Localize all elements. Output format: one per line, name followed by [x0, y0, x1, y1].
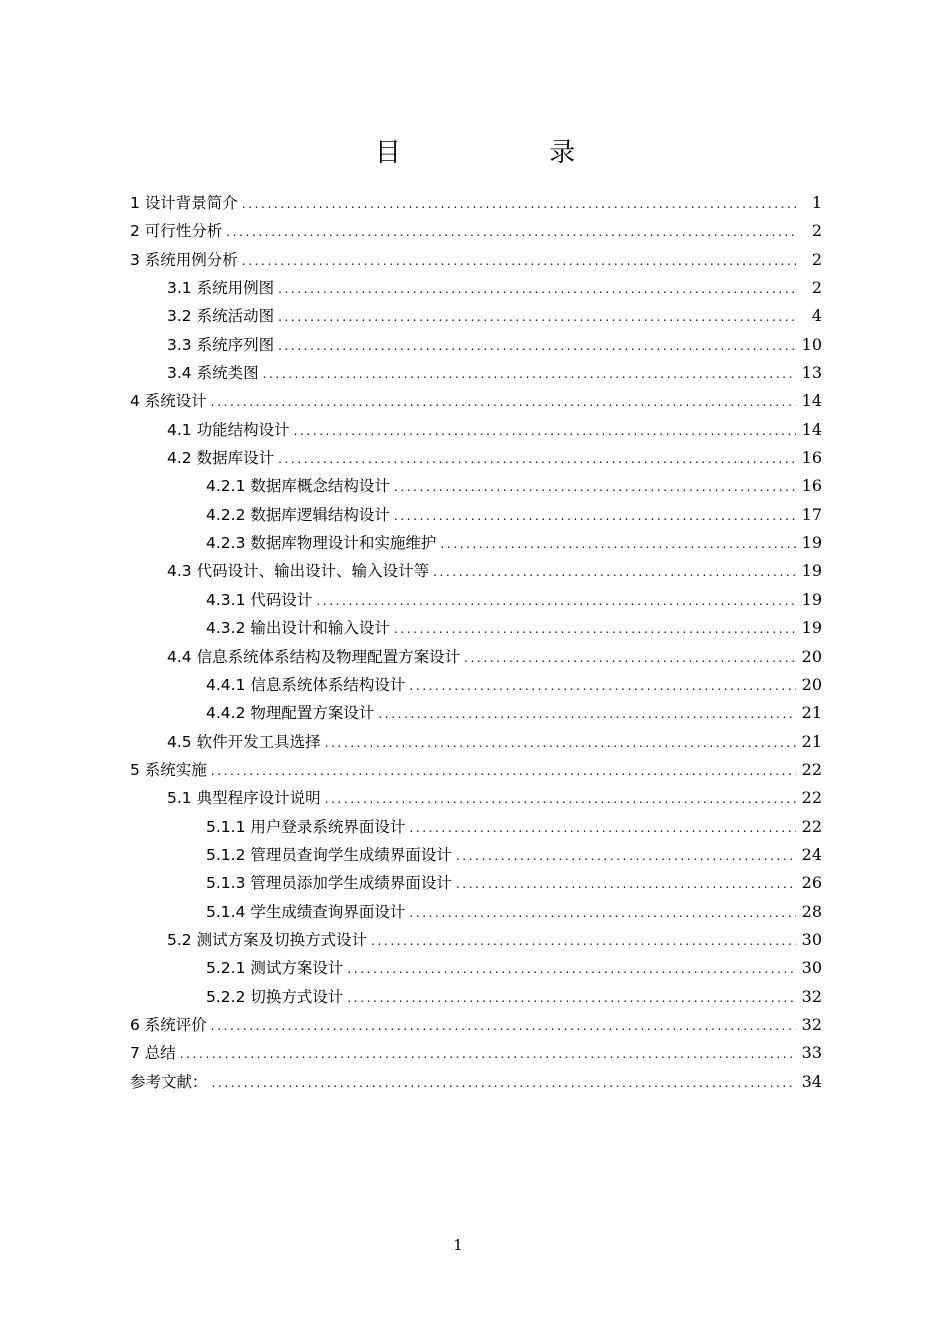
toc-entry-page: 32 [801, 986, 822, 1006]
page-number: 1 [453, 1236, 463, 1254]
toc-entry-page: 22 [801, 759, 822, 779]
toc-entry-label: 4.3.1 代码设计 [206, 590, 313, 609]
toc-entry[interactable] [130, 869, 822, 897]
toc-leader-dots [456, 842, 796, 870]
toc-entry-label: 5.2.1 测试方案设计 [206, 959, 344, 978]
toc-leader-dots [212, 1069, 796, 1097]
toc-leader-dots [378, 700, 795, 728]
toc-leader-dots [440, 530, 795, 558]
toc-entry-page: 21 [801, 703, 822, 723]
toc-entry[interactable] [130, 614, 822, 642]
toc-entry-label: 3.2 系统活动图 [167, 307, 275, 326]
toc-leader-dots [325, 729, 796, 757]
toc-entry[interactable] [130, 756, 822, 784]
toc-entry[interactable] [130, 359, 822, 387]
toc-entry[interactable] [130, 217, 822, 245]
toc-entry-page: 4 [811, 306, 822, 326]
toc-entry-page: 10 [801, 334, 822, 354]
toc-entry-label: 4.2 数据库设计 [167, 449, 275, 468]
toc-entry-label: 5 系统实施 [130, 760, 207, 779]
toc-leader-dots [242, 247, 796, 275]
toc-entry-page: 22 [801, 788, 822, 808]
toc-entry[interactable] [130, 643, 822, 671]
toc-entry-label: 5.1.4 学生成绩查询界面设计 [206, 902, 406, 921]
toc-entry-page: 19 [801, 618, 822, 638]
toc-entry[interactable] [130, 926, 822, 954]
toc-leader-dots [211, 388, 796, 416]
toc-entry[interactable] [130, 954, 822, 982]
toc-entry-label: 5.1.2 管理员查询学生成绩界面设计 [206, 845, 452, 864]
toc-entry[interactable] [130, 189, 822, 217]
toc-entry-label: 3 系统用例分析 [130, 250, 238, 269]
toc-entry-page: 14 [801, 419, 822, 439]
toc-entry-label: 4.4.2 物理配置方案设计 [206, 704, 375, 723]
toc-entry-label: 4.4.1 信息系统体系结构设计 [206, 675, 406, 694]
toc-entry[interactable] [130, 784, 822, 812]
toc-entry[interactable] [130, 1011, 822, 1039]
toc-entry[interactable] [130, 246, 822, 274]
toc-leader-dots [294, 417, 796, 445]
toc-entry-page: 33 [801, 1043, 822, 1063]
toc-entry[interactable] [130, 898, 822, 926]
toc-entry[interactable] [130, 416, 822, 444]
toc-entry-page: 24 [801, 844, 822, 864]
toc-entry-page: 19 [801, 533, 822, 553]
toc-entry[interactable] [130, 501, 822, 529]
toc-leader-dots [278, 275, 796, 303]
toc-entry-page: 16 [801, 476, 822, 496]
toc-entry-page: 2 [811, 221, 822, 241]
toc-leader-dots [394, 502, 796, 530]
toc-entry-page: 34 [801, 1071, 822, 1091]
toc-entry-label: 1 设计背景简介 [130, 194, 238, 212]
toc-leader-dots [456, 870, 796, 898]
toc-entry-label: 4 系统设计 [130, 392, 207, 411]
toc-entry-page: 13 [801, 363, 822, 383]
toc-leader-dots [409, 899, 795, 927]
toc-entry-label: 4.5 软件开发工具选择 [167, 732, 321, 751]
toc-entry-label: 3.1 系统用例图 [167, 279, 275, 298]
toc-entry-page: 2 [811, 249, 822, 269]
toc-leader-dots [433, 558, 796, 586]
toc-leader-dots [347, 984, 795, 1012]
toc-entry-label: 7 总结 [130, 1044, 176, 1063]
toc-entry-label: 5.1.3 管理员添加学生成绩界面设计 [206, 874, 452, 893]
toc-entry[interactable] [130, 302, 822, 330]
toc-entry[interactable] [130, 728, 822, 756]
toc-leader-dots [409, 814, 795, 842]
toc-entry-label: 5.1.1 用户登录系统界面设计 [206, 817, 406, 836]
toc-entry-label: 4.3 代码设计、输出设计、输入设计等 [167, 562, 430, 581]
toc-leader-dots [325, 785, 796, 813]
toc-entry-label: 4.3.2 输出设计和输入设计 [206, 619, 390, 638]
toc-entry-page: 21 [801, 731, 822, 751]
toc-entry-page: 22 [801, 816, 822, 836]
toc-entry[interactable] [130, 813, 822, 841]
toc-entry-label: 6 系统评价 [130, 1015, 207, 1034]
toc-leader-dots [316, 587, 795, 615]
toc-entry[interactable] [130, 586, 822, 614]
toc-entry-page: 28 [801, 901, 822, 921]
toc-leader-dots [226, 218, 796, 246]
toc-entry[interactable] [130, 444, 822, 472]
toc-entry-label: 3.3 系统序列图 [167, 335, 275, 354]
toc-entry[interactable] [130, 529, 822, 557]
toc-entry[interactable] [130, 1039, 822, 1067]
toc-entry-page: 20 [801, 646, 822, 666]
toc-entry-label: 4.4 信息系统体系结构及物理配置方案设计 [167, 647, 461, 666]
toc-entry-page: 30 [801, 958, 822, 978]
toc-entry-label: 5.2.2 切换方式设计 [206, 987, 344, 1006]
toc-entry-label: 4.1 功能结构设计 [167, 420, 290, 439]
toc-entry[interactable] [130, 671, 822, 699]
toc-entry-label: 4.2.2 数据库逻辑结构设计 [206, 505, 390, 524]
toc-leader-dots [409, 672, 795, 700]
toc-entry-page: 19 [801, 589, 822, 609]
toc-leader-dots [278, 445, 796, 473]
toc-entry-label: 4.2.3 数据库物理设计和实施维护 [206, 534, 437, 553]
toc-entry-page: 32 [801, 1014, 822, 1034]
toc-leader-dots [278, 303, 796, 331]
toc-leader-dots [211, 757, 796, 785]
toc-entry[interactable] [130, 274, 822, 302]
toc-entry-page: 26 [801, 873, 822, 893]
toc-entry[interactable] [130, 983, 822, 1011]
toc-entry-label: 5.2 测试方案及切换方式设计 [167, 930, 368, 949]
toc-entry-page: 17 [801, 504, 822, 524]
toc-title: 目 录 [374, 138, 646, 168]
toc-entry-label: 2 可行性分析 [130, 222, 223, 241]
toc-entry[interactable] [130, 1068, 822, 1096]
toc-entry-page: 20 [801, 674, 822, 694]
toc-entry-label: 4.2.1 数据库概念结构设计 [206, 477, 390, 496]
toc-leader-dots [371, 927, 796, 955]
toc-entry-page: 14 [801, 391, 822, 411]
toc-leader-dots [347, 955, 795, 983]
toc-entry-page: 19 [801, 561, 822, 581]
toc-leader-dots [394, 473, 796, 501]
toc-entry[interactable] [130, 387, 822, 415]
toc-leader-dots [180, 1040, 796, 1068]
toc-leader-dots [211, 1012, 796, 1040]
toc-entry-label: 参考文献： [130, 1072, 208, 1091]
table-of-contents [130, 189, 822, 1096]
toc-entry[interactable] [130, 472, 822, 500]
toc-entry-page: 16 [801, 448, 822, 468]
toc-leader-dots [263, 360, 796, 388]
toc-entry-page: 1 [811, 193, 822, 212]
toc-entry-label: 3.4 系统类图 [167, 364, 259, 383]
toc-entry[interactable] [130, 331, 822, 359]
toc-entry-page: 2 [811, 278, 822, 298]
toc-leader-dots [464, 644, 796, 672]
toc-entry-label: 5.1 典型程序设计说明 [167, 789, 321, 808]
toc-entry[interactable] [130, 841, 822, 869]
toc-entry[interactable] [130, 557, 822, 585]
toc-entry-page: 30 [801, 929, 822, 949]
toc-entry[interactable] [130, 699, 822, 727]
toc-leader-dots [242, 190, 796, 218]
toc-leader-dots [394, 615, 796, 643]
toc-leader-dots [278, 332, 796, 360]
